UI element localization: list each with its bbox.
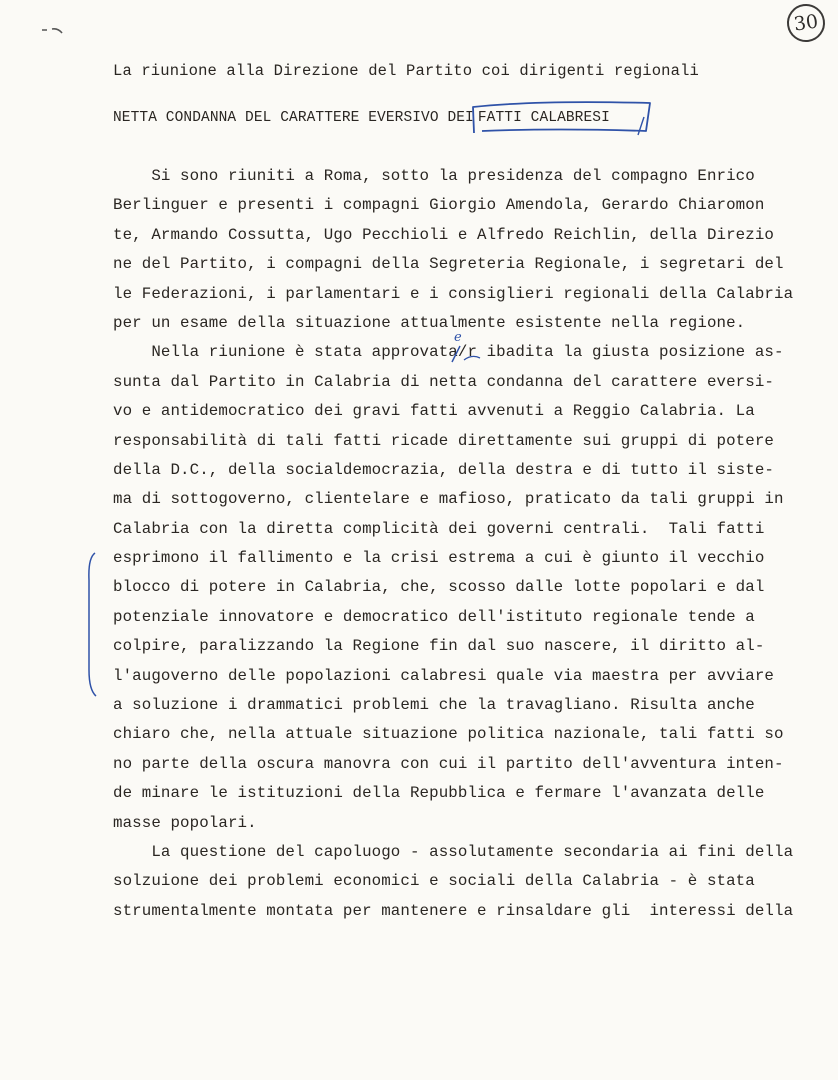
text-line: della D.C., della socialdemocrazia, della destra e di tutto il siste- bbox=[113, 460, 774, 479]
text-line: La questione del capoluogo - assolutamente secondaria ai fini della bbox=[113, 842, 794, 861]
text-line: sunta dal Partito in Calabria di netta condanna del carattere eversi- bbox=[113, 372, 774, 391]
text-line: blocco di potere in Calabria, che, scosso dalle lotte popolari e dal bbox=[113, 578, 765, 597]
text-line: ma di sottogoverno, clientelare e mafioso, praticato da tali gruppi in bbox=[113, 490, 784, 509]
margin-bracket-annotation bbox=[84, 550, 98, 700]
text-line: solzuione dei problemi economici e sociali della Calabria - è stata bbox=[113, 872, 755, 891]
text-line: a soluzione i drammatici problemi che la travagliano. Risulta anche bbox=[113, 696, 755, 715]
text-line: potenziale innovatore e democratico dell'istituto regionale tende a bbox=[113, 607, 755, 626]
headline-boxed-label: FATTI CALABRESI bbox=[477, 110, 610, 126]
body-text bbox=[113, 162, 833, 926]
text-line: ne del Partito, i compagni della Segreteria Regionale, i segretari del bbox=[113, 255, 784, 274]
text-line: colpire, paralizzando la Regione fin dal suo nascere, il diritto al- bbox=[113, 637, 765, 656]
text-line: le Federazioni, i parlamentari e i consiglieri regionali della Calabria bbox=[113, 284, 794, 303]
text-line: Berlinguer e presenti i compagni Giorgio Amendola, Gerardo Chiaromon bbox=[113, 196, 765, 215]
document-headline bbox=[113, 110, 616, 126]
correction-letter: e bbox=[454, 330, 462, 345]
text-line: Si sono riuniti a Roma, sotto la presidenza del compagno Enrico bbox=[113, 167, 755, 185]
text-line: responsabilità di tali fatti ricade direttamente sui gruppi di potere bbox=[113, 431, 774, 450]
pen-mark bbox=[40, 24, 70, 36]
text-line: Nella riunione è stata approvata/r ibadita la giusta posizione as- bbox=[113, 343, 784, 362]
text-line: no parte della oscura manovra con cui il partito dell'avventura inten- bbox=[113, 754, 784, 773]
text-line: de minare le istituzioni della Repubblica e fermare l'avanzata delle bbox=[113, 784, 765, 803]
document-title: La riunione alla Direzione del Partito coi dirigenti regionali bbox=[113, 62, 699, 80]
text-line: te, Armando Cossutta, Ugo Pecchioli e Alfredo Reichlin, della Direzio bbox=[113, 225, 774, 244]
text-line: strumentalmente montata per mantenere e rinsaldare gli interessi della bbox=[113, 901, 794, 920]
handwritten-correction bbox=[448, 328, 490, 366]
text-line: esprimono il fallimento e la crisi estrema a cui è giunto il vecchio bbox=[113, 549, 765, 568]
handdrawn-box-annotation bbox=[468, 95, 654, 141]
text-line: chiaro che, nella attuale situazione politica nazionale, tali fatti so bbox=[113, 725, 784, 744]
headline-prefix: NETTA CONDANNA DEL CARATTERE EVERSIVO DEI bbox=[113, 110, 474, 126]
text-line: vo e antidemocratico dei gravi fatti avvenuti a Reggio Calabria. La bbox=[113, 402, 755, 421]
text-line: masse popolari. bbox=[113, 813, 257, 832]
text-line: l'augoverno delle popolazioni calabresi quale via maestra per avviare bbox=[113, 666, 774, 685]
text-line: Calabria con la diretta complicità dei governi centrali. Tali fatti bbox=[113, 519, 765, 538]
headline-boxed-text bbox=[474, 110, 616, 126]
text-line: per un esame della situazione attualmente esistente nella regione. bbox=[113, 313, 746, 332]
page-number: 30 bbox=[785, 2, 828, 45]
